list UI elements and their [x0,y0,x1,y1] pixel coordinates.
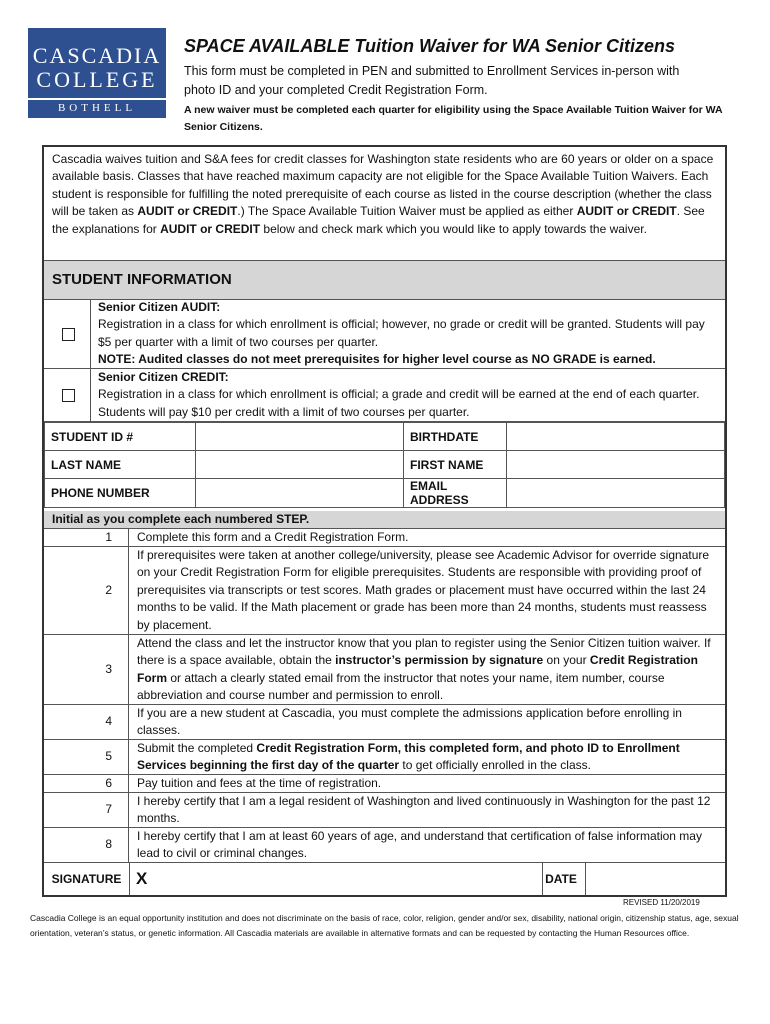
step-row-6 [44,775,725,793]
logo-line-3: BOTHELL [28,98,166,118]
signature-row [44,862,725,895]
email-label: EMAIL ADDRESS [404,479,507,508]
audit-title: Senior Citizen AUDIT: [98,300,221,314]
first-name-label: FIRST NAME [404,451,507,479]
credit-title: Senior Citizen CREDIT: [98,370,229,384]
student-id-field[interactable] [196,423,404,451]
step-text: I hereby certify that I am a legal resident of Washington and lived continuously in Washington for the past 12 months. [137,794,711,826]
step-row-4 [44,705,725,740]
step-number[interactable]: 5 [44,740,129,774]
college-logo [28,28,166,118]
step-row-1 [44,529,725,547]
step-text: If you are a new student at Cascadia, you must complete the admissions application before enrolling in classes. [137,706,682,738]
form-body [42,145,727,897]
step-row-7 [44,793,725,828]
credit-checkbox[interactable] [62,389,75,402]
phone-field[interactable] [196,479,404,508]
signature-label: SIGNATURE [44,862,130,895]
intro-paragraph: Cascadia waives tuition and S&A fees for credit classes for Washington state residents who are 60 years or older on a space available basis. Classes that have reached maximum capacity are not eligible for the Space Available Tuition Waivers. Each student is responsible for fulfilling the noted prerequisite of each course as listed in the course description (whether the class will be taken as AUDIT or CREDIT.) The Space Available Tuition Waiver must be applied as either AUDIT or CREDIT. See the explanations for AUDIT or CREDIT below and check mark which you would like to apply towards the waiver. [52,152,714,236]
audit-note: NOTE: Audited classes do not meet prerequisites for higher level course as NO GRADE is earned. [98,352,656,367]
audit-checkbox[interactable] [62,328,75,341]
step-row-3 [44,635,725,705]
step-number[interactable]: 3 [44,635,129,704]
date-label: DATE [537,862,586,895]
step-row-2 [44,547,725,635]
step-text: Attend the class and let the instructor know that you plan to register using the Senior Citizen tuition waiver. If there is a space available, obtain the instructor’s permission by signature on your Credit Registration Form or attach a clearly stated email from the instructor that notes your name, item number, course abbreviation and course number and permission to enroll. [137,636,711,703]
credit-description: Registration in a class for which enrollment is official; a grade and credit will be earned at the end of each quarter. Students will pay $10 per credit with a limit of two courses per quarter. [98,387,700,419]
student-info-table [44,422,725,508]
step-number[interactable]: 8 [44,828,129,862]
logo-line-2: COLLEGE [36,67,158,92]
last-name-field[interactable] [196,451,404,479]
step-number[interactable]: 4 [44,705,129,739]
step-text: I hereby certify that I am at least 60 years of age, and understand that certification of false information may lead to civil or criminal changes. [137,829,702,861]
form-instructions: This form must be completed in PEN and submitted to Enrollment Services in-person with photo ID and your completed Credit Registration Form. [184,64,680,97]
signature-field[interactable]: X [130,862,543,895]
revision-date: REVISED 11/20/2019 [623,898,700,907]
step-text: Complete this form and a Credit Registration Form. [137,530,409,544]
email-field[interactable] [507,479,725,508]
step-number[interactable]: 2 [44,547,129,634]
footer-disclaimer: Cascadia College is an equal opportunity institution and does not discriminate on the basis of race, color, religion, gender and/or sex, disability, national origin, citizenship status, age, sexual orientation, veteran’s status, or genetic information. All Cascadia materials are available in alternative formats and can be requested by contacting the Human Resources office. [30,913,739,938]
step-text: If prerequisites were taken at another college/university, please see Academic Advisor for override signature on your Credit Registration Form for eligible prerequisites. Students are responsible with providing proof of prerequisites via transcripts or test scores. Math grades or placement must have occurred within the last 24 months to be valid. If the Math placement or grade has been more than 24 months, students must reassess by placement. [137,548,710,632]
credit-option [44,369,725,422]
step-number[interactable]: 7 [44,793,129,827]
form-title: SPACE AVAILABLE Tuition Waiver for WA Senior Citizens [184,36,676,56]
step-number[interactable]: 1 [44,529,129,546]
date-field[interactable] [586,862,725,895]
section-header [44,260,725,300]
audit-option [44,299,725,369]
last-name-label: LAST NAME [45,451,196,479]
step-text: Pay tuition and fees at the time of registration. [137,776,382,790]
audit-description: Registration in a class for which enrollment is official; however, no grade or credit will be granted. Students will pay $5 per quarter with a limit of two courses per quarter. [98,317,705,349]
form-quarter-note: A new waiver must be completed each quarter for eligibility using the Space Available Tuition Waiver for WA Senior Citizens. [184,104,723,133]
logo-line-1: CASCADIA [32,43,162,68]
section-title: STUDENT INFORMATION [52,271,232,288]
step-row-8 [44,828,725,863]
birthdate-field[interactable] [507,423,725,451]
first-name-field[interactable] [507,451,725,479]
step-row-5 [44,740,725,775]
step-text: Submit the completed Credit Registration Form, this completed form, and photo ID to Enrollment Services beginning the first day of the quarter to get officially enrolled in the class. [137,741,680,773]
steps-header: Initial as you complete each numbered STEP. [44,511,725,529]
phone-label: PHONE NUMBER [45,479,196,508]
student-id-label: STUDENT ID # [45,423,196,451]
step-number[interactable]: 6 [44,775,129,792]
birthdate-label: BIRTHDATE [404,423,507,451]
